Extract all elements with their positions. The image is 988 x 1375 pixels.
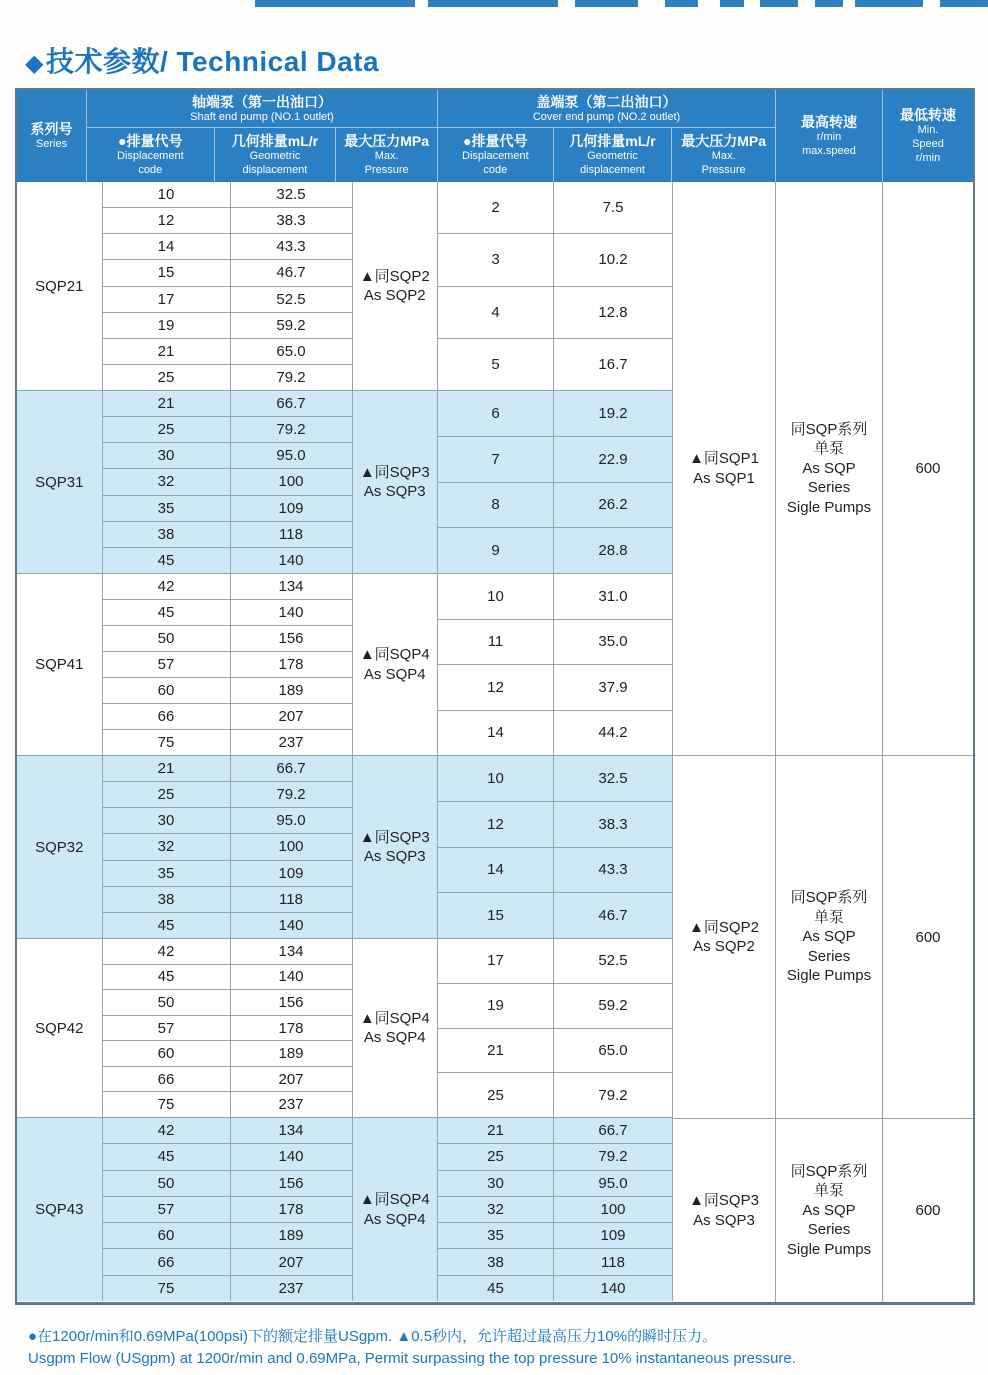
cover-geometric-displacement-cell: 32.5 xyxy=(554,756,672,802)
shaft-displacement-code-cell: 25 xyxy=(157,368,175,386)
cover-displacement-code-column xyxy=(438,182,554,390)
cropped-top-bar-segment xyxy=(428,0,558,7)
shaft-displacement-code-cell: 35 xyxy=(103,496,230,522)
cover-displacement-code-cell: 10 xyxy=(438,574,553,620)
shaft-geometric-displacement-cell: 59.2 xyxy=(231,313,352,339)
cropped-top-bar-segment xyxy=(760,0,798,7)
shaft-displacement-code-cell: 19 xyxy=(103,313,230,339)
shaft-displacement-code-column xyxy=(103,182,231,390)
cover-geometric-displacement-cell: 66.7 xyxy=(554,1118,672,1144)
cover-displacement-code-cell: 6 xyxy=(438,391,553,437)
header-shaft-end-pump-group xyxy=(87,90,438,182)
cover-displacement-code-cell: 8 xyxy=(438,483,553,529)
cover-geometric-displacement-cell: 35.0 xyxy=(554,620,672,666)
cover-geometric-displacement-column xyxy=(554,1118,673,1301)
shaft-displacement-code-cell: 38 xyxy=(103,522,230,548)
cover-geometric-displacement-cell: 79.2 xyxy=(598,1086,628,1104)
shaft-displacement-code-cell: 14 xyxy=(103,234,230,260)
max-speed-line: 同SQP系列 xyxy=(790,1162,868,1180)
cover-geometric-displacement-cell: 19.2 xyxy=(554,391,672,437)
shaft-geometric-displacement-cell: 189 xyxy=(231,1041,352,1067)
max-speed-line: 单泵 xyxy=(813,908,844,926)
shaft-max-pressure-cell: ▲同SQP4 As SQP4 xyxy=(353,1118,439,1301)
shaft-geometric-displacement-cell: 52.5 xyxy=(231,287,352,313)
header-cover-end-pump-group xyxy=(438,90,776,182)
series-block-sqp43 xyxy=(17,1118,673,1301)
series-block-sqp21 xyxy=(17,182,673,391)
shaft-geometric-displacement-column xyxy=(231,939,353,1117)
cover-displacement-code-cell: 38 xyxy=(438,1249,553,1275)
series-blocks xyxy=(17,182,673,1302)
shaft-geometric-displacement-cell: 156 xyxy=(231,626,352,652)
cover-displacement-code-cell: 2 xyxy=(438,182,553,234)
shaft-geometric-displacement-cell: 207 xyxy=(231,1067,352,1093)
cover-displacement-code-column xyxy=(438,574,554,755)
cropped-top-bar-segment xyxy=(665,0,698,7)
cover-geometric-displacement-cell: 52.5 xyxy=(554,939,672,984)
series-name: SQP31 xyxy=(17,391,103,573)
max-speed-line: Sigle Pumps xyxy=(786,1240,872,1258)
table-header xyxy=(17,90,973,182)
shaft-geometric-displacement-cell: 140 xyxy=(278,916,304,934)
cropped-top-bar-segment xyxy=(720,0,744,7)
shaft-displacement-code-cell: 17 xyxy=(103,287,230,313)
cover-geometric-displacement-cell: 65.0 xyxy=(554,1029,672,1074)
shaft-geometric-displacement-cell: 140 xyxy=(231,1144,352,1170)
max-speed-cell xyxy=(776,756,882,1119)
shaft-geometric-displacement-cell: 32.5 xyxy=(231,182,352,208)
cover-displacement-code-cell: 21 xyxy=(438,1029,553,1074)
shaft-geometric-displacement-cell: 43.3 xyxy=(231,234,352,260)
cover-geometric-displacement-cell: 10.2 xyxy=(554,234,672,286)
section-title xyxy=(25,40,379,80)
shaft-displacement-code-cell: 60 xyxy=(103,678,230,704)
footnote-chinese: ●在1200r/min和0.69MPa(100psi)下的额定排量USgpm. ▲0.5秒内，允许超过最高压力10%的瞬时压力。 xyxy=(28,1328,718,1345)
shaft-geometric-displacement-column xyxy=(231,756,353,938)
shaft-displacement-code-cell: 30 xyxy=(103,808,230,834)
cover-displacement-code-cell: 10 xyxy=(438,756,553,802)
shaft-displacement-code-cell: 60 xyxy=(103,1041,230,1067)
cover-displacement-code-cell: 30 xyxy=(438,1171,553,1197)
cover-displacement-code-cell: 7 xyxy=(438,437,553,483)
shaft-geometric-displacement-column xyxy=(231,391,353,573)
shaft-geometric-displacement-cell: 156 xyxy=(231,990,352,1016)
shaft-geometric-displacement-cell: 118 xyxy=(231,887,352,913)
shaft-geometric-displacement-cell: 140 xyxy=(231,600,352,626)
shaft-geometric-displacement-cell: 237 xyxy=(278,734,304,751)
cover-displacement-code-cell: 4 xyxy=(438,287,553,339)
cover-displacement-code-cell: 15 xyxy=(487,907,504,925)
series-name: SQP32 xyxy=(17,756,103,938)
shaft-geometric-displacement-cell: 189 xyxy=(231,678,352,704)
shaft-geometric-displacement-cell: 134 xyxy=(231,1118,352,1144)
header-max-speed: 最高转速 r/min max.speed xyxy=(776,90,883,182)
shaft-displacement-code-column xyxy=(103,1118,231,1301)
max-speed-line: Sigle Pumps xyxy=(786,498,872,516)
min-speed-cell: 600 xyxy=(883,1119,973,1302)
cover-displacement-code-cell: 25 xyxy=(438,1144,553,1170)
shaft-geometric-displacement-column xyxy=(231,182,353,390)
cover-displacement-code-cell: 14 xyxy=(487,724,504,742)
cover-displacement-code-cell: 32 xyxy=(438,1197,553,1223)
max-speed-line: Sigle Pumps xyxy=(786,967,872,985)
cropped-top-bar-segment xyxy=(940,0,988,7)
header-shaft-displacement-code: ●排量代号 Displacement code xyxy=(87,128,215,182)
shaft-geometric-displacement-cell: 140 xyxy=(278,551,304,569)
cover-max-pressure-cell: ▲同SQP3 As SQP3 xyxy=(673,1119,775,1302)
shaft-displacement-code-column xyxy=(103,574,231,755)
shaft-max-pressure-cell: ▲同SQP4 As SQP4 xyxy=(353,939,439,1117)
cover-geometric-displacement-cell: 44.2 xyxy=(598,724,628,742)
shaft-displacement-code-cell: 60 xyxy=(103,1223,230,1249)
cover-displacement-code-column xyxy=(438,391,554,573)
shaft-geometric-displacement-cell: 156 xyxy=(231,1171,352,1197)
max-speed-line: 同SQP系列 xyxy=(790,889,868,907)
section-title-text: 技术参数/ Technical Data xyxy=(45,46,380,77)
header-cover-displacement-code: ●排量代号 Displacement code xyxy=(438,128,554,182)
shaft-displacement-code-cell: 38 xyxy=(103,887,230,913)
technical-data-table xyxy=(15,88,975,1305)
cover-geometric-displacement-cell: 26.2 xyxy=(554,483,672,529)
shaft-geometric-displacement-cell: 66.7 xyxy=(231,756,352,782)
series-block-sqp41 xyxy=(17,574,673,756)
series-name: SQP43 xyxy=(17,1118,103,1301)
series-name: SQP21 xyxy=(17,182,103,390)
cover-max-pressure-cell: ▲同SQP2 As SQP2 xyxy=(673,756,775,1119)
series-name: SQP42 xyxy=(17,939,103,1117)
max-speed-cell xyxy=(776,182,882,756)
shaft-displacement-code-cell: 75 xyxy=(157,1096,175,1114)
shaft-displacement-code-cell: 12 xyxy=(103,208,230,234)
cover-geometric-displacement-column xyxy=(554,574,673,755)
cover-geometric-displacement-cell: 95.0 xyxy=(554,1171,672,1197)
shaft-geometric-displacement-cell: 189 xyxy=(231,1223,352,1249)
header-series: 系列号 Series xyxy=(17,90,87,182)
cover-displacement-code-column xyxy=(438,1118,554,1301)
cover-geometric-displacement-cell: 46.7 xyxy=(598,907,628,925)
shaft-geometric-displacement-cell: 207 xyxy=(231,704,352,730)
header-cover-max-pressure: 最大压力MPa Max. Pressure xyxy=(681,133,767,177)
footnote-english: Usgpm Flow (USgpm) at 1200r/min and 0.69MPa, Permit surpassing the top pressure 10% instantaneous pressure. xyxy=(28,1349,796,1367)
shaft-displacement-code-cell: 57 xyxy=(103,652,230,678)
cover-displacement-code-cell: 12 xyxy=(438,665,553,711)
max-speed-cell xyxy=(776,1119,882,1302)
series-block-sqp42 xyxy=(17,939,673,1118)
shaft-geometric-displacement-cell: 140 xyxy=(231,965,352,991)
min-speed-cell: 600 xyxy=(883,756,973,1119)
shaft-displacement-code-cell: 66 xyxy=(103,1067,230,1093)
header-shaft-geometric-displacement: 几何排量mL/r Geometric displacement xyxy=(215,128,337,182)
shaft-geometric-displacement-cell: 178 xyxy=(231,1197,352,1223)
shaft-geometric-displacement-column xyxy=(231,574,353,755)
max-speed-line: As SQP xyxy=(802,1201,856,1219)
shaft-geometric-displacement-cell: 207 xyxy=(231,1249,352,1275)
header-shaft-max-pressure: 最大压力MPa Max. Pressure xyxy=(344,133,430,177)
shaft-displacement-code-cell: 35 xyxy=(103,861,230,887)
cropped-top-bar-segment xyxy=(855,0,923,7)
shaft-max-pressure-cell: ▲同SQP2 As SQP2 xyxy=(353,182,439,390)
shaft-displacement-code-cell: 57 xyxy=(103,1197,230,1223)
max-speed-line: As SQP xyxy=(802,459,856,477)
shaft-geometric-displacement-cell: 100 xyxy=(231,834,352,860)
cover-geometric-displacement-column xyxy=(554,182,673,390)
cover-geometric-displacement-cell: 31.0 xyxy=(554,574,672,620)
shaft-geometric-displacement-cell: 237 xyxy=(278,1279,304,1297)
series-block-sqp32 xyxy=(17,756,673,939)
shaft-displacement-code-cell: 66 xyxy=(103,1249,230,1275)
shaft-geometric-displacement-cell: 134 xyxy=(231,574,352,600)
cover-displacement-code-cell: 5 xyxy=(491,355,500,373)
merged-right-columns xyxy=(673,182,973,1302)
cover-displacement-code-cell: 12 xyxy=(438,802,553,848)
shaft-displacement-code-cell: 32 xyxy=(103,834,230,860)
shaft-displacement-code-cell: 25 xyxy=(103,417,230,443)
cover-geometric-displacement-cell: 12.8 xyxy=(554,287,672,339)
header-cover-group-label: 盖端泵（第二出油口） Cover end pump (NO.2 outlet) xyxy=(438,90,775,128)
max-speed-line: 单泵 xyxy=(813,440,844,458)
cover-max-pressure-cell: ▲同SQP1 As SQP1 xyxy=(673,182,775,756)
cover-displacement-code-cell: 19 xyxy=(438,984,553,1029)
shaft-geometric-displacement-cell: 65.0 xyxy=(231,339,352,365)
shaft-displacement-code-cell: 21 xyxy=(103,756,230,782)
shaft-displacement-code-cell: 45 xyxy=(103,965,230,991)
header-shaft-group-label: 轴端泵（第一出油口） Shaft end pump (NO.1 outlet) xyxy=(87,90,437,128)
max-speed-line: 单泵 xyxy=(813,1182,844,1200)
max-speed-line: 同SQP系列 xyxy=(790,420,868,438)
shaft-displacement-code-cell: 75 xyxy=(157,1279,175,1297)
shaft-displacement-code-cell: 50 xyxy=(103,626,230,652)
shaft-geometric-displacement-cell: 79.2 xyxy=(276,368,306,386)
shaft-displacement-code-cell: 42 xyxy=(103,939,230,965)
header-cover-geometric-displacement: 几何排量mL/r Geometric displacement xyxy=(554,128,673,182)
diamond-icon: ◆ xyxy=(25,50,44,77)
cropped-top-bar-segment xyxy=(575,0,638,7)
shaft-displacement-code-cell: 30 xyxy=(103,443,230,469)
shaft-geometric-displacement-cell: 178 xyxy=(231,652,352,678)
header-min-speed: 最低转速 Min. Speed r/min xyxy=(900,107,956,164)
cover-geometric-displacement-cell: 37.9 xyxy=(554,665,672,711)
shaft-displacement-code-column xyxy=(103,939,231,1117)
cover-geometric-displacement-cell: 28.8 xyxy=(598,542,628,560)
cover-geometric-displacement-cell: 100 xyxy=(554,1197,672,1223)
shaft-displacement-code-cell: 10 xyxy=(103,182,230,208)
shaft-geometric-displacement-cell: 109 xyxy=(231,496,352,522)
shaft-displacement-code-cell: 45 xyxy=(103,1144,230,1170)
shaft-displacement-code-cell: 75 xyxy=(157,734,175,751)
max-speed-line: Series xyxy=(807,479,851,497)
cover-displacement-code-cell: 17 xyxy=(438,939,553,984)
cover-geometric-displacement-column xyxy=(554,939,673,1117)
max-speed-line: Series xyxy=(807,1221,851,1239)
cover-displacement-code-cell: 9 xyxy=(491,542,500,560)
cropped-top-bar-segment xyxy=(255,0,415,7)
cover-displacement-code-cell: 25 xyxy=(487,1086,504,1104)
shaft-geometric-displacement-cell: 237 xyxy=(278,1096,304,1114)
cover-geometric-displacement-column xyxy=(554,756,673,938)
cover-max-pressure-column xyxy=(673,182,776,1302)
footnote xyxy=(28,1326,796,1370)
cover-geometric-displacement-cell: 79.2 xyxy=(554,1144,672,1170)
cover-geometric-displacement-cell: 118 xyxy=(554,1249,672,1275)
cover-geometric-displacement-cell: 7.5 xyxy=(554,182,672,234)
shaft-max-pressure-cell: ▲同SQP3 As SQP3 xyxy=(353,391,439,573)
header-shaft-subheaders xyxy=(87,128,437,182)
shaft-geometric-displacement-cell: 79.2 xyxy=(231,782,352,808)
shaft-displacement-code-cell: 21 xyxy=(103,339,230,365)
shaft-geometric-displacement-cell: 109 xyxy=(231,861,352,887)
shaft-geometric-displacement-cell: 66.7 xyxy=(231,391,352,417)
shaft-geometric-displacement-cell: 178 xyxy=(231,1016,352,1042)
cover-displacement-code-column xyxy=(438,939,554,1117)
cover-displacement-code-cell: 45 xyxy=(487,1279,504,1297)
shaft-displacement-code-cell: 42 xyxy=(103,1118,230,1144)
shaft-geometric-displacement-cell: 100 xyxy=(231,469,352,495)
cover-displacement-code-column xyxy=(438,756,554,938)
max-speed-line: As SQP xyxy=(802,928,856,946)
shaft-displacement-code-cell: 50 xyxy=(103,990,230,1016)
shaft-displacement-code-cell: 32 xyxy=(103,469,230,495)
shaft-displacement-code-cell: 42 xyxy=(103,574,230,600)
cover-geometric-displacement-cell: 109 xyxy=(554,1223,672,1249)
cropped-top-bar-segment xyxy=(815,0,843,7)
shaft-displacement-code-cell: 21 xyxy=(103,391,230,417)
shaft-displacement-code-cell: 15 xyxy=(103,260,230,286)
cover-displacement-code-cell: 3 xyxy=(438,234,553,286)
header-cover-subheaders xyxy=(438,128,775,182)
shaft-geometric-displacement-cell: 95.0 xyxy=(231,443,352,469)
min-speed-column xyxy=(883,182,973,1302)
shaft-geometric-displacement-cell: 38.3 xyxy=(231,208,352,234)
cover-geometric-displacement-cell: 16.7 xyxy=(598,355,628,373)
shaft-geometric-displacement-cell: 118 xyxy=(231,522,352,548)
cover-geometric-displacement-cell: 43.3 xyxy=(554,848,672,894)
table-body xyxy=(17,182,973,1302)
shaft-geometric-displacement-column xyxy=(231,1118,353,1301)
shaft-displacement-code-cell: 57 xyxy=(103,1016,230,1042)
shaft-displacement-code-cell: 45 xyxy=(103,600,230,626)
max-speed-line: Series xyxy=(807,947,851,965)
cover-geometric-displacement-cell: 140 xyxy=(600,1279,626,1297)
shaft-max-pressure-cell: ▲同SQP3 As SQP3 xyxy=(353,756,439,938)
cover-displacement-code-cell: 35 xyxy=(438,1223,553,1249)
cover-geometric-displacement-column xyxy=(554,391,673,573)
series-block-sqp31 xyxy=(17,391,673,574)
shaft-max-pressure-cell: ▲同SQP4 As SQP4 xyxy=(353,574,439,755)
cover-geometric-displacement-cell: 59.2 xyxy=(554,984,672,1029)
cover-geometric-displacement-cell: 38.3 xyxy=(554,802,672,848)
shaft-displacement-code-cell: 25 xyxy=(103,782,230,808)
cover-geometric-displacement-cell: 22.9 xyxy=(554,437,672,483)
shaft-displacement-code-cell: 50 xyxy=(103,1171,230,1197)
cover-displacement-code-cell: 14 xyxy=(438,848,553,894)
shaft-displacement-code-cell: 66 xyxy=(103,704,230,730)
series-name: SQP41 xyxy=(17,574,103,755)
shaft-displacement-code-column xyxy=(103,756,231,938)
cover-displacement-code-cell: 21 xyxy=(438,1118,553,1144)
shaft-displacement-code-cell: 45 xyxy=(157,916,175,934)
min-speed-cell: 600 xyxy=(883,182,973,756)
max-speed-column xyxy=(776,182,883,1302)
shaft-displacement-code-cell: 45 xyxy=(157,551,175,569)
shaft-geometric-displacement-cell: 95.0 xyxy=(231,808,352,834)
shaft-geometric-displacement-cell: 46.7 xyxy=(231,260,352,286)
shaft-geometric-displacement-cell: 134 xyxy=(231,939,352,965)
shaft-displacement-code-column xyxy=(103,391,231,573)
cover-displacement-code-cell: 11 xyxy=(438,620,553,666)
shaft-geometric-displacement-cell: 79.2 xyxy=(231,417,352,443)
